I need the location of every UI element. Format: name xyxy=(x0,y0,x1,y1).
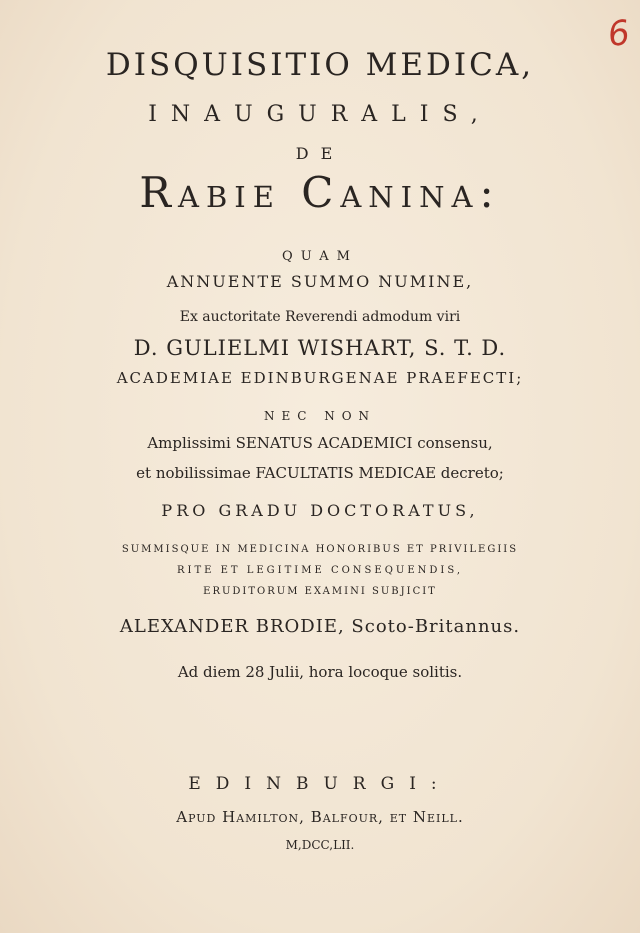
title-line-2: INAUGURALIS, xyxy=(148,102,492,127)
auctoritate-line: Ex auctoritate Reverendi admodum viri xyxy=(179,309,461,325)
handwritten-page-number: 6 xyxy=(605,12,633,56)
nec-non-line: NEC NON xyxy=(263,409,377,423)
imprint-publisher: Apud Hamilton, Balfour, et Neill. xyxy=(176,808,464,826)
imprint-year: M,DCC,LII. xyxy=(285,838,355,852)
imprint-city: EDINBURGI: xyxy=(188,774,452,794)
title-line-4: Rabie Canina: xyxy=(139,168,501,217)
author-line: ALEXANDER BRODIE, Scoto-Britannus. xyxy=(119,616,521,637)
academiae-line: ACADEMIAE EDINBURGENAE PRAEFECTI; xyxy=(116,369,524,387)
quam-line: QUAM xyxy=(282,249,358,264)
nobilissimae-line: et nobilissimae FACULTATIS MEDICAE decreto; xyxy=(136,464,504,482)
pro-gradu-line: PRO GRADU DOCTORATUS, xyxy=(161,501,479,520)
title-line-1: DISQUISITIO MEDICA, xyxy=(105,47,535,83)
wishart-line: D. GULIELMI WISHART, S. T. D. xyxy=(133,336,507,360)
title-line-3: DE xyxy=(295,144,345,163)
annuente-line: ANNUENTE SUMMO NUMINE, xyxy=(166,272,474,291)
amplissimi-line: Amplissimi SENATUS ACADEMICI consensu, xyxy=(147,434,493,452)
rite-line: RITE ET LEGITIME CONSEQUENDIS, xyxy=(176,565,464,576)
ad-diem-line: Ad diem 28 Julii, hora locoque solitis. xyxy=(177,663,463,681)
eruditorum-line: ERUDITORUM EXAMINI SUBJICIT xyxy=(203,586,437,597)
summisque-line: SUMMISQUE IN MEDICINA HONORIBUS ET PRIVILEGIIS xyxy=(121,544,519,555)
